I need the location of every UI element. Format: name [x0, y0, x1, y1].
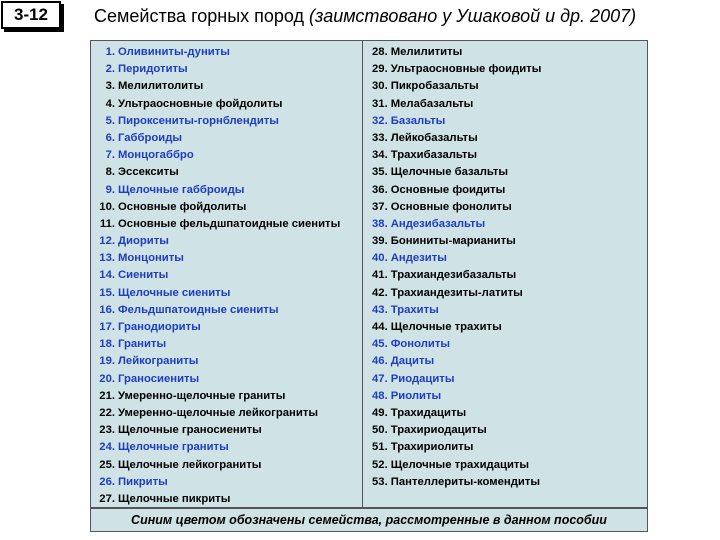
rock-family-name: Трахиандезиты-латиты — [390, 286, 523, 299]
rock-family-item — [372, 388, 541, 405]
rock-family-number: 16. — [99, 303, 115, 316]
rock-family-item — [372, 405, 541, 422]
rock-family-item — [95, 113, 340, 130]
rock-family-item — [95, 405, 340, 422]
rock-family-number: 41. — [372, 269, 388, 282]
rock-family-name: Монцогаббро — [118, 149, 194, 162]
rock-family-number: 53. — [372, 475, 388, 488]
rock-family-number: 46. — [372, 355, 388, 368]
rock-family-item — [372, 182, 541, 199]
rock-family-name: Трахиандезибазальты — [390, 269, 517, 282]
rock-family-item — [372, 336, 541, 353]
rock-family-item — [372, 78, 541, 95]
rock-family-number: 34. — [372, 149, 388, 162]
rock-family-item — [372, 319, 541, 336]
rock-family-name: Умеренно-щелочные лейкограниты — [118, 406, 319, 419]
rock-family-item — [95, 336, 340, 353]
rock-family-number: 45. — [372, 338, 388, 351]
rock-family-name: Ультраосновные фойдолиты — [118, 97, 283, 110]
slide-number: 3-12 — [1, 1, 61, 29]
rock-family-item — [95, 164, 340, 181]
rock-family-item — [95, 388, 340, 405]
rock-family-number: 19. — [99, 355, 115, 368]
rock-family-item — [95, 199, 340, 216]
rock-family-name: Диориты — [118, 235, 169, 248]
rock-family-name: Щелочные граниты — [118, 441, 229, 454]
rock-family-number: 52. — [372, 458, 388, 471]
rock-family-number: 25. — [99, 458, 115, 471]
rock-family-number: 29. — [372, 63, 388, 76]
title-note: (заимствовано у Ушаковой и др. 2007) — [309, 6, 637, 26]
rock-family-name: Граносиениты — [118, 372, 200, 385]
rock-family-number: 20. — [99, 372, 115, 385]
rock-family-item — [372, 250, 541, 267]
rock-family-number: 33. — [372, 131, 388, 144]
rock-family-number: 27. — [99, 492, 115, 505]
rock-family-item — [372, 147, 541, 164]
rock-family-name: Мелилитолиты — [118, 80, 204, 93]
rock-family-number: 14. — [99, 269, 115, 282]
rock-family-item — [95, 78, 340, 95]
rock-family-name: Андезиты — [390, 252, 447, 265]
rock-family-item — [372, 267, 541, 284]
rock-family-number: 15. — [99, 286, 115, 299]
rock-family-name: Основные фоидиты — [390, 183, 506, 196]
rock-family-item — [372, 439, 541, 456]
rock-family-number: 44. — [372, 321, 388, 333]
rock-family-number: 3. — [105, 80, 115, 93]
rock-family-number: 31. — [372, 97, 388, 110]
rock-family-number: 6. — [105, 131, 115, 144]
rock-family-item — [95, 439, 340, 456]
rock-family-number: 51. — [372, 441, 388, 454]
rock-family-number: 47. — [372, 372, 388, 385]
rock-family-number: 12. — [99, 235, 115, 248]
rock-family-item — [372, 164, 541, 181]
rock-family-number: 37. — [372, 200, 388, 213]
rock-family-number: 35. — [372, 166, 388, 179]
rock-family-number: 8. — [105, 166, 115, 179]
rock-family-name: Щелочные габброиды — [118, 183, 245, 196]
rock-family-item — [95, 61, 340, 78]
rock-family-item — [95, 302, 340, 319]
rock-family-number: 40. — [372, 252, 388, 265]
rock-family-number: 32. — [372, 114, 388, 127]
rock-family-item — [372, 302, 541, 319]
rock-family-number: 18. — [99, 338, 115, 351]
rock-family-item — [95, 216, 340, 233]
rock-family-item — [372, 216, 541, 233]
rock-family-name: Граниты — [118, 338, 167, 351]
rock-family-name: Пироксениты-горнблендиты — [118, 114, 279, 127]
rock-family-item — [95, 182, 340, 199]
rock-family-item — [95, 457, 340, 474]
rock-family-name: Мелилититы — [390, 46, 463, 58]
rock-family-item — [372, 233, 541, 250]
title-main: Семейства горных пород — [94, 6, 305, 26]
rock-family-name: Пикробазальты — [390, 80, 479, 93]
rock-family-item — [95, 267, 340, 284]
rock-family-name: Щелочные лейкограниты — [118, 458, 262, 471]
rock-family-item — [372, 371, 541, 388]
rock-family-item — [95, 130, 340, 147]
rock-family-item — [95, 147, 340, 164]
rock-family-item — [372, 353, 541, 370]
rock-family-number: 5. — [105, 114, 115, 127]
rock-family-item — [372, 96, 541, 113]
rock-family-name: Перидотиты — [118, 63, 188, 76]
rock-family-item — [372, 474, 541, 491]
rock-family-name: Основные фонолиты — [390, 200, 512, 213]
rock-family-number: 7. — [105, 149, 115, 162]
rock-family-name: Пантеллериты-комендиты — [390, 475, 541, 488]
rock-family-item — [372, 457, 541, 474]
rock-family-item — [95, 96, 340, 113]
rock-family-name: Щелочные трахиты — [390, 321, 502, 333]
rock-family-name: Оливиниты-дуниты — [118, 46, 230, 58]
rock-family-number: 48. — [372, 389, 388, 402]
page-title — [94, 6, 636, 27]
rock-family-name: Щелочные базальты — [390, 166, 509, 179]
rock-family-name: Щелочные сиениты — [118, 286, 231, 299]
rock-family-name: Пикриты — [118, 475, 168, 488]
rock-family-number: 11. — [99, 217, 115, 230]
rock-family-item — [372, 130, 541, 147]
rock-family-name: Ультраосновные фоидиты — [390, 63, 542, 76]
rock-family-item — [372, 422, 541, 439]
rock-family-number: 38. — [372, 217, 388, 230]
right-column-list — [372, 44, 541, 491]
footer-note: Синим цветом обозначены семейства, рассмотренные в данном пособии — [90, 508, 648, 532]
rock-family-number: 26. — [99, 475, 115, 488]
rock-family-name: Базальты — [390, 114, 446, 127]
rock-family-number: 28. — [372, 46, 388, 58]
rock-family-name: Трахидациты — [390, 406, 467, 419]
left-column-list — [95, 44, 340, 508]
rock-family-name: Фельдшпатоидные сиениты — [118, 303, 279, 316]
rock-family-number: 24. — [99, 441, 115, 454]
rock-family-name: Андезибазальты — [390, 217, 486, 230]
rock-family-name: Риолиты — [390, 389, 442, 402]
rock-family-item — [95, 44, 340, 61]
rock-family-number: 50. — [372, 424, 388, 437]
rock-family-item — [95, 319, 340, 336]
rock-family-name: Щелочные граносиениты — [118, 424, 262, 437]
rock-family-number: 23. — [99, 424, 115, 437]
rock-family-number: 21. — [99, 389, 115, 402]
rock-family-name: Эссекситы — [118, 166, 179, 179]
rock-family-name: Трахириодациты — [390, 424, 487, 437]
rock-family-item — [372, 44, 541, 61]
rock-family-name: Габброиды — [118, 131, 183, 144]
rock-family-name: Трахиты — [390, 303, 439, 316]
rock-family-number: 13. — [99, 252, 115, 265]
rock-family-name: Трахириолиты — [390, 441, 474, 454]
rock-family-name: Лейкограниты — [118, 355, 199, 368]
rock-family-name: Основные фельдшпатоидные сиениты — [118, 217, 341, 230]
rock-family-name: Мелабазальты — [390, 97, 474, 110]
rock-family-name: Монцониты — [118, 252, 184, 265]
rock-family-number: 36. — [372, 183, 388, 196]
rock-family-number: 43. — [372, 303, 388, 316]
rock-family-item — [95, 422, 340, 439]
rock-family-item — [95, 233, 340, 250]
rock-family-name: Щелочные трахидациты — [390, 458, 530, 471]
rock-family-number: 10. — [99, 200, 115, 213]
rock-family-name: Бониниты-марианиты — [390, 235, 516, 248]
rock-family-number: 1. — [105, 46, 115, 58]
rock-family-name: Щелочные пикриты — [118, 492, 231, 505]
rock-family-name: Основные фойдолиты — [118, 200, 247, 213]
rock-family-name: Дациты — [390, 355, 435, 368]
rock-family-number: 9. — [105, 183, 115, 196]
rock-family-item — [372, 113, 541, 130]
rock-family-number: 49. — [372, 406, 388, 419]
rock-family-number: 2. — [105, 63, 115, 76]
rock-family-name: Гранодиориты — [118, 321, 201, 333]
rock-family-number: 30. — [372, 80, 388, 93]
rock-family-item — [95, 371, 340, 388]
rock-family-item — [372, 61, 541, 78]
rock-family-number: 22. — [99, 406, 115, 419]
rock-family-item — [372, 199, 541, 216]
rock-family-name: Лейкобазальты — [390, 131, 478, 144]
rock-family-name: Умеренно-щелочные граниты — [118, 389, 286, 402]
column-divider — [362, 40, 363, 508]
rock-family-number: 17. — [99, 321, 115, 333]
rock-family-item — [372, 285, 541, 302]
rock-family-name: Трахибазальты — [390, 149, 478, 162]
rock-family-number: 39. — [372, 235, 388, 248]
rock-family-item — [95, 474, 340, 491]
rock-family-number: 4. — [105, 97, 115, 110]
rock-family-name: Фонолиты — [390, 338, 451, 351]
rock-family-item — [95, 353, 340, 370]
rock-family-name: Сиениты — [118, 269, 169, 282]
rock-family-name: Риодациты — [390, 372, 455, 385]
rock-family-item — [95, 250, 340, 267]
rock-family-item — [95, 285, 340, 302]
rock-family-number: 42. — [372, 286, 388, 299]
rock-family-item — [95, 491, 340, 508]
